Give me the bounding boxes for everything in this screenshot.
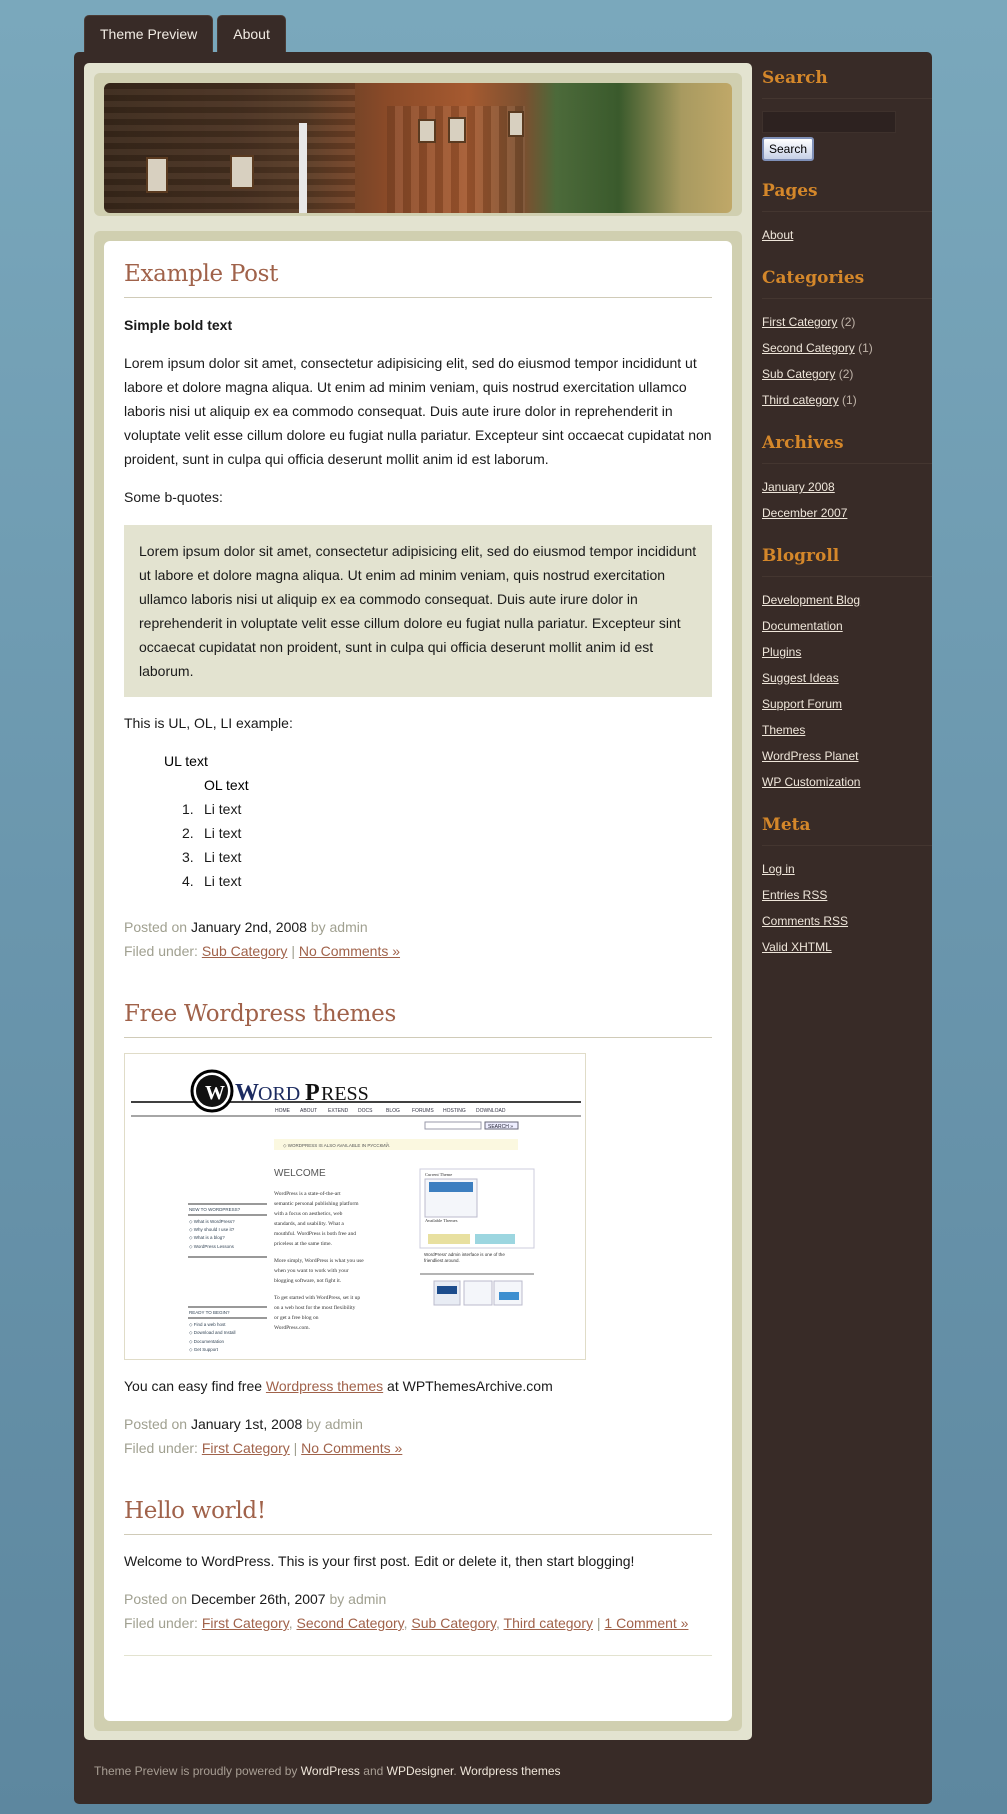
- list-item: 4. Li text: [182, 873, 242, 889]
- meta-valid-xhtml-link[interactable]: Valid XHTML: [762, 940, 832, 954]
- footer-wpdesigner-link[interactable]: WPDesigner: [386, 1764, 454, 1778]
- blockquote: Lorem ipsum dolor sit amet, consectetur adipisicing elit, sed do eiusmod tempor incididunt ut labore et dolore magna aliqua. Ut enim ad minim veniam, quis nostrud exercitation ullamco laboris nisi ut aliquip ex ea commodo consequat. Duis aute irure dolor in reprehenderit in voluptate velit esse cillum dolore eu fugiat nulla pariatur. Excepteur sint occaecat cupidatat non proident, sunt in culpa qui officia deserunt mollit anim id est laborum.: [124, 525, 712, 697]
- svg-text:◇ Download and Install: ◇ Download and Install: [189, 1330, 236, 1335]
- post-free-themes: [124, 1001, 712, 1460]
- blogroll-link[interactable]: Development Blog: [762, 593, 861, 607]
- sidebar-page-about[interactable]: About: [762, 228, 794, 242]
- svg-text:on a web host for the most fle: on a web host for the most flexibility: [274, 1305, 356, 1311]
- svg-text:◇ Get Support: ◇ Get Support: [189, 1347, 218, 1352]
- sidebar-archive-link[interactable]: December 2007: [762, 506, 848, 520]
- svg-text:◇ Find a web host: ◇ Find a web host: [189, 1322, 226, 1327]
- widget-title: Pages: [762, 181, 932, 212]
- svg-text:ABOUT: ABOUT: [300, 1108, 318, 1114]
- post-date: January 1st, 2008: [190, 1416, 303, 1432]
- svg-text:DOWNLOAD: DOWNLOAD: [476, 1108, 506, 1114]
- widget-categories: Categories First Category (2) Second Category (1) Sub Category (2) Third category (1): [762, 268, 932, 413]
- svg-text:SEARCH »: SEARCH »: [488, 1124, 514, 1130]
- post-meta: Posted on December 26th, 2007 by admin Filed under: First Category, Second Category, Sub Category, Third category | 1 Comment »: [124, 1591, 689, 1631]
- svg-text:W: W: [235, 1080, 259, 1106]
- footer-wordpress-themes-link[interactable]: Wordpress themes: [460, 1764, 561, 1778]
- widget-archives: [762, 433, 932, 526]
- tab-about[interactable]: About: [217, 15, 286, 52]
- widget-title: Search: [762, 68, 932, 99]
- svg-text:P: P: [305, 1080, 320, 1106]
- svg-text:priceless at the same time.: priceless at the same time.: [274, 1241, 332, 1247]
- svg-text:mouthful. WordPress is both fr: mouthful. WordPress is both free and: [274, 1231, 356, 1237]
- wordpress-themes-link[interactable]: Wordpress themes: [265, 1378, 384, 1394]
- svg-text:standards, and usability. What: standards, and usability. What a: [274, 1221, 344, 1227]
- sidebar-category-link[interactable]: Sub Category: [762, 367, 836, 381]
- sidebar-category-link[interactable]: Second Category: [762, 341, 855, 355]
- blogroll-link[interactable]: Plugins: [762, 645, 802, 659]
- widget-title: Blogroll: [762, 546, 932, 577]
- post-hello-world: [124, 1498, 712, 1656]
- svg-text:Current Theme: Current Theme: [425, 1172, 453, 1177]
- svg-text:with a focus on aesthetics, we: with a focus on aesthetics, web: [274, 1211, 343, 1217]
- svg-text:◇ WordPress Lessons: ◇ WordPress Lessons: [189, 1244, 234, 1249]
- svg-text:EXTEND: EXTEND: [328, 1108, 349, 1114]
- svg-text:ORD: ORD: [258, 1083, 301, 1105]
- svg-text:when you want to work with you: when you want to work with your: [274, 1268, 349, 1274]
- ol-text: OL text: [204, 777, 249, 793]
- post-meta: Posted on January 1st, 2008 by admin Filed under: First Category | No Comments »: [124, 1416, 403, 1456]
- blogroll-link[interactable]: Themes: [762, 723, 806, 737]
- bold-text: Simple bold text: [124, 317, 233, 333]
- ul-text: UL text: [164, 753, 208, 769]
- blogroll-link[interactable]: WP Customization: [762, 775, 861, 789]
- meta-login-link[interactable]: Log in: [762, 862, 795, 876]
- wordpress-screenshot: [124, 1053, 586, 1360]
- category-link[interactable]: Sub Category: [201, 943, 288, 959]
- widget-blogroll: [762, 546, 932, 795]
- sidebar-archive-link[interactable]: January 2008: [762, 480, 835, 494]
- footer-wordpress-link[interactable]: WordPress: [300, 1764, 360, 1778]
- comments-link[interactable]: No Comments »: [298, 943, 401, 959]
- post-text: You can easy find free Wordpress themes at WPThemesArchive.com: [124, 1378, 553, 1394]
- widget-title: Archives: [762, 433, 932, 464]
- svg-text:semantic personal publishing p: semantic personal publishing platform: [274, 1201, 359, 1207]
- list-intro: This is UL, OL, LI example:: [124, 715, 293, 731]
- post-author: admin: [329, 919, 368, 935]
- footer: Theme Preview is proudly powered by WordPress and WPDesigner. Wordpress themes: [94, 1764, 561, 1778]
- widget-meta: [762, 815, 932, 960]
- category-link[interactable]: First Category: [201, 1615, 289, 1631]
- svg-text:More simply, WordPress is what: More simply, WordPress is what you use: [274, 1258, 364, 1264]
- svg-text:WordPress.com.: WordPress.com.: [274, 1325, 310, 1331]
- svg-text:◇ Why should I use it?: ◇ Why should I use it?: [189, 1227, 235, 1232]
- svg-text:To get started with WordPress,: To get started with WordPress, set it up: [274, 1295, 361, 1301]
- list-item: 1. Li text: [182, 801, 242, 817]
- svg-text:RESS: RESS: [321, 1083, 369, 1105]
- list-item: 3. Li text: [182, 849, 242, 865]
- svg-text:Available Themes: Available Themes: [425, 1218, 458, 1223]
- sidebar-category-link[interactable]: First Category: [762, 315, 838, 329]
- bquote-intro: Some b-quotes:: [124, 489, 223, 505]
- svg-text:READY TO BEGIN?: READY TO BEGIN?: [189, 1310, 230, 1315]
- paragraph: Welcome to WordPress. This is your first post. Edit or delete it, then start blogging!: [124, 1553, 635, 1569]
- svg-text:W: W: [205, 1082, 225, 1104]
- svg-text:WordPress is a state-of-the-ar: WordPress is a state-of-the-art: [274, 1191, 341, 1197]
- svg-text:WELCOME: WELCOME: [274, 1168, 326, 1179]
- svg-text:DOCS: DOCS: [358, 1108, 373, 1114]
- list-item: 2. Li text: [182, 825, 242, 841]
- widget-pages: [762, 181, 932, 248]
- svg-text:NEW TO WORDPRESS?: NEW TO WORDPRESS?: [189, 1207, 241, 1212]
- category-link[interactable]: Sub Category: [411, 1615, 496, 1631]
- page-frame: [74, 52, 932, 1804]
- svg-text:◇ WORDPRESS IS ALSO AVAILABLE: ◇ WORDPRESS IS ALSO AVAILABLE IN РУССКИЙ.: [283, 1143, 390, 1148]
- category-link[interactable]: Third category: [503, 1615, 593, 1631]
- post-title[interactable]: Free Wordpress themes: [124, 1001, 712, 1038]
- svg-text:friendliest around.: friendliest around.: [424, 1258, 460, 1263]
- meta-comments-rss-link[interactable]: Comments RSS: [762, 914, 849, 928]
- top-nav: [84, 15, 286, 52]
- post-title[interactable]: Hello world!: [124, 1498, 712, 1535]
- blogroll-link[interactable]: Suggest Ideas: [762, 671, 839, 685]
- widget-title: Categories: [762, 268, 932, 299]
- content-area: [94, 231, 742, 1731]
- search-input[interactable]: [762, 111, 896, 133]
- header-banner: [94, 73, 742, 216]
- blogroll-link[interactable]: Documentation: [762, 619, 843, 633]
- svg-text:HOSTING: HOSTING: [443, 1108, 466, 1114]
- post-example: [124, 261, 712, 963]
- svg-text:◇ What is WordPress?: ◇ What is WordPress?: [189, 1219, 235, 1224]
- comments-link[interactable]: No Comments »: [301, 1440, 403, 1456]
- comments-link[interactable]: 1 Comment »: [604, 1615, 689, 1631]
- tab-theme-preview[interactable]: Theme Preview: [84, 15, 213, 52]
- post-title[interactable]: Example Post: [124, 261, 712, 298]
- sidebar: [762, 68, 932, 980]
- post-date: December 26th, 2007: [190, 1591, 326, 1607]
- svg-text:◇ Documentation: ◇ Documentation: [189, 1339, 224, 1344]
- header-image: [104, 83, 732, 213]
- post-author: admin: [348, 1591, 387, 1607]
- svg-text:blogging software, not fight i: blogging software, not fight it.: [274, 1278, 342, 1284]
- widget-title: Meta: [762, 815, 932, 846]
- paragraph: Lorem ipsum dolor sit amet, consectetur adipisicing elit, sed do eiusmod tempor incididunt ut labore et dolore magna aliqua. Ut enim ad minim veniam, quis nostrud exercitation ullamco laboris nisi ut aliquip ex ea commodo consequat. Duis aute irure dolor in reprehenderit in voluptate velit esse cillum dolore eu fugiat nulla pariatur. Excepteur sint occaecat cupidatat non proident, sunt in culpa qui officia deserunt mollit anim id est laborum.: [124, 355, 712, 467]
- svg-text:HOME: HOME: [275, 1108, 290, 1114]
- category-link[interactable]: Second Category: [296, 1615, 404, 1631]
- posts-container: [104, 241, 732, 1721]
- post-author: admin: [324, 1416, 363, 1432]
- blogroll-link[interactable]: Support Forum: [762, 697, 843, 711]
- svg-text:◇ What is a blog?: ◇ What is a blog?: [189, 1235, 225, 1240]
- post-date: January 2nd, 2008: [190, 919, 307, 935]
- svg-text:FORUMS: FORUMS: [412, 1108, 434, 1114]
- meta-entries-rss-link[interactable]: Entries RSS: [762, 888, 828, 902]
- svg-text:or get a free blog on: or get a free blog on: [274, 1315, 319, 1321]
- svg-text:WordPress' admin interface is: WordPress' admin interface is one of the: [424, 1252, 505, 1257]
- svg-text:BLOG: BLOG: [386, 1108, 400, 1114]
- divider: [124, 1655, 712, 1656]
- search-button[interactable]: Search: [762, 137, 814, 161]
- blogroll-link[interactable]: WordPress Planet: [762, 749, 859, 763]
- widget-search: [762, 68, 932, 161]
- category-link[interactable]: First Category: [201, 1440, 290, 1456]
- main-column: [84, 63, 752, 1740]
- sidebar-category-link[interactable]: Third category: [762, 393, 839, 407]
- post-meta: Posted on January 2nd, 2008 by admin Filed under: Sub Category | No Comments »: [124, 919, 401, 959]
